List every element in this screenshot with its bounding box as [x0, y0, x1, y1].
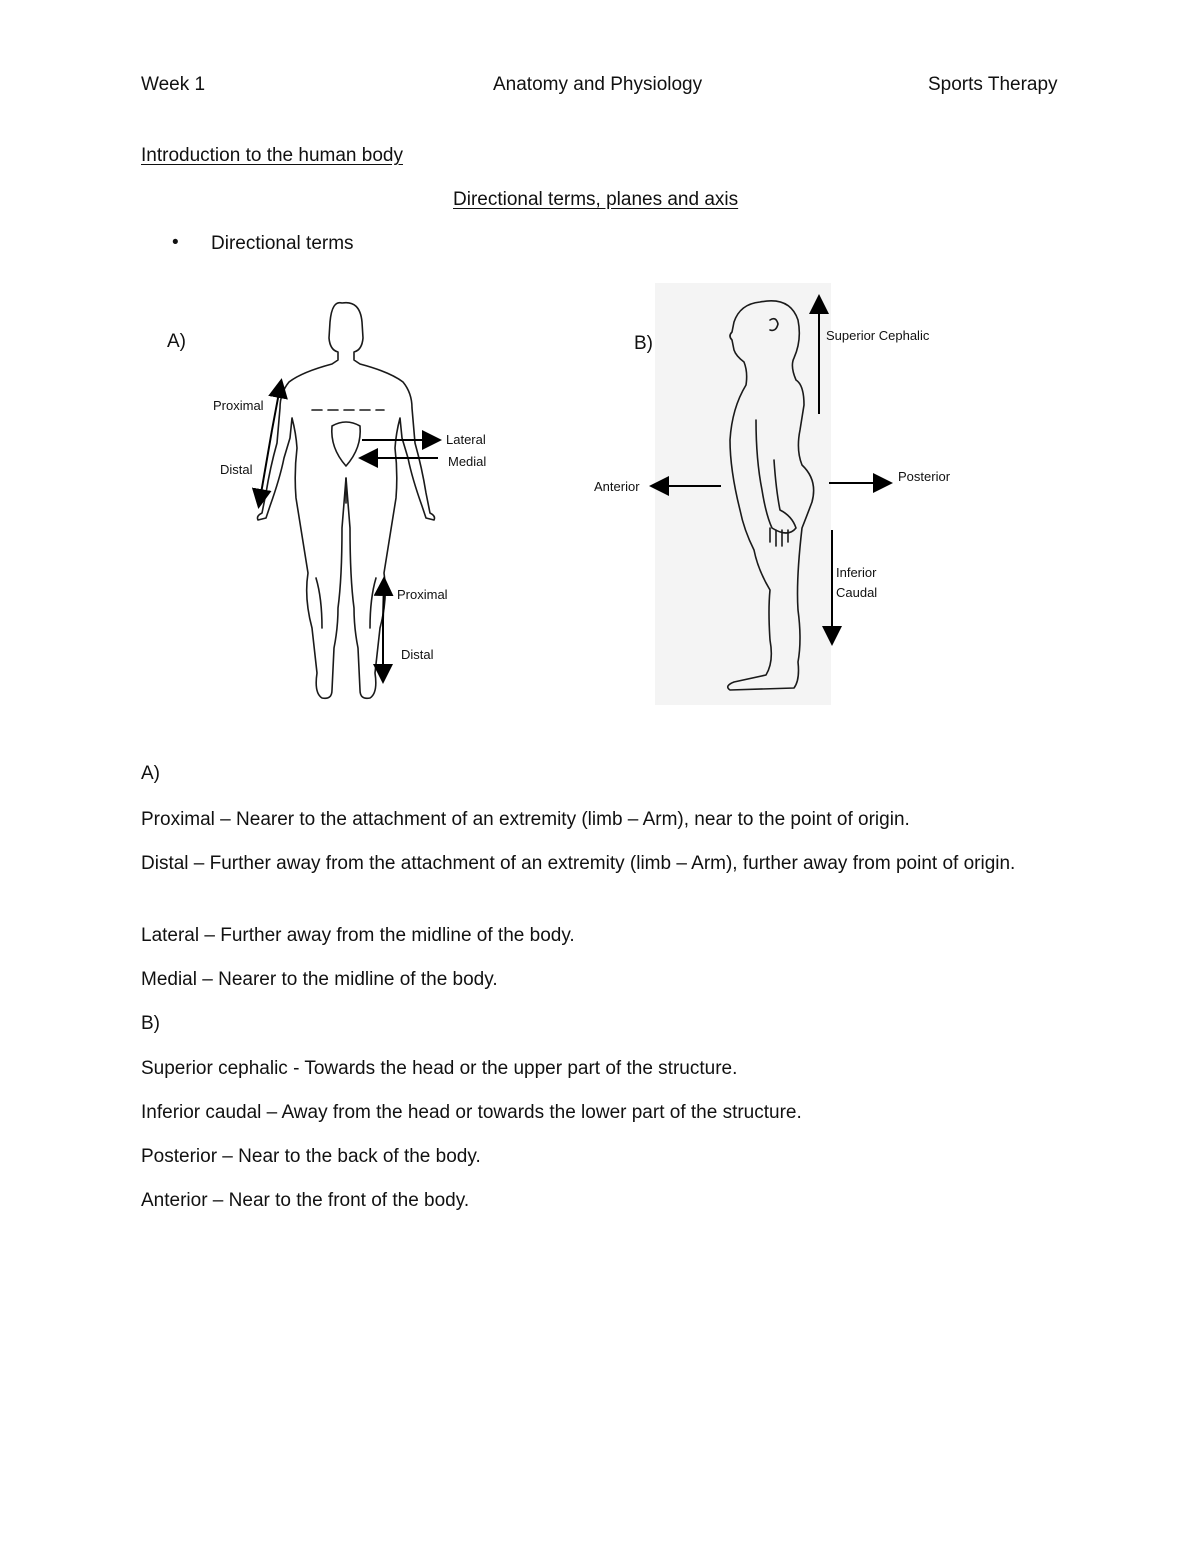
label-anterior: Anterior [594, 479, 640, 494]
definition-inferior: Inferior caudal – Away from the head or towards the lower part of the structure. [141, 1102, 802, 1123]
label-medial: Medial [448, 454, 487, 469]
definition-superior: Superior cephalic - Towards the head or the upper part of the structure. [141, 1058, 738, 1079]
definition-medial: Medial – Nearer to the midline of the body. [141, 969, 498, 990]
header-left: Week 1 [141, 74, 206, 95]
figure-b-arrows [0, 0, 1200, 760]
bullet-dot: • [172, 232, 179, 253]
definition-anterior: Anterior – Near to the front of the body. [141, 1190, 470, 1211]
header-right: Sports Therapy [928, 74, 1058, 95]
header-center: Anatomy and Physiology [493, 74, 703, 95]
label-inferior: Inferior [836, 565, 877, 580]
label-distal-lower: Distal [401, 647, 434, 662]
page-subtitle: Directional terms, planes and axis [453, 189, 739, 210]
page-title: Introduction to the human body [141, 145, 403, 166]
section-b-heading: B) [141, 1013, 160, 1034]
figure-b-label: B) [634, 333, 653, 354]
section-a-heading: A) [141, 763, 160, 784]
label-distal-upper: Distal [220, 462, 253, 477]
bullet-item: Directional terms [211, 233, 354, 254]
definition-posterior: Posterior – Near to the back of the body. [141, 1146, 481, 1167]
label-lateral: Lateral [446, 432, 486, 447]
label-caudal: Caudal [836, 585, 878, 600]
figure-a-label: A) [167, 331, 186, 352]
label-proximal-lower: Proximal [397, 587, 448, 602]
definition-distal: Distal – Further away from the attachment of an extremity (limb – Arm), further away from point of origin. [141, 853, 1016, 874]
definition-proximal: Proximal – Nearer to the attachment of an extremity (limb – Arm), near to the point of origin. [141, 809, 910, 830]
label-superior-cephalic: Superior Cephalic [826, 328, 930, 343]
definition-lateral: Lateral – Further away from the midline of the body. [141, 925, 575, 946]
label-proximal-upper: Proximal [213, 398, 264, 413]
label-posterior: Posterior [898, 469, 951, 484]
